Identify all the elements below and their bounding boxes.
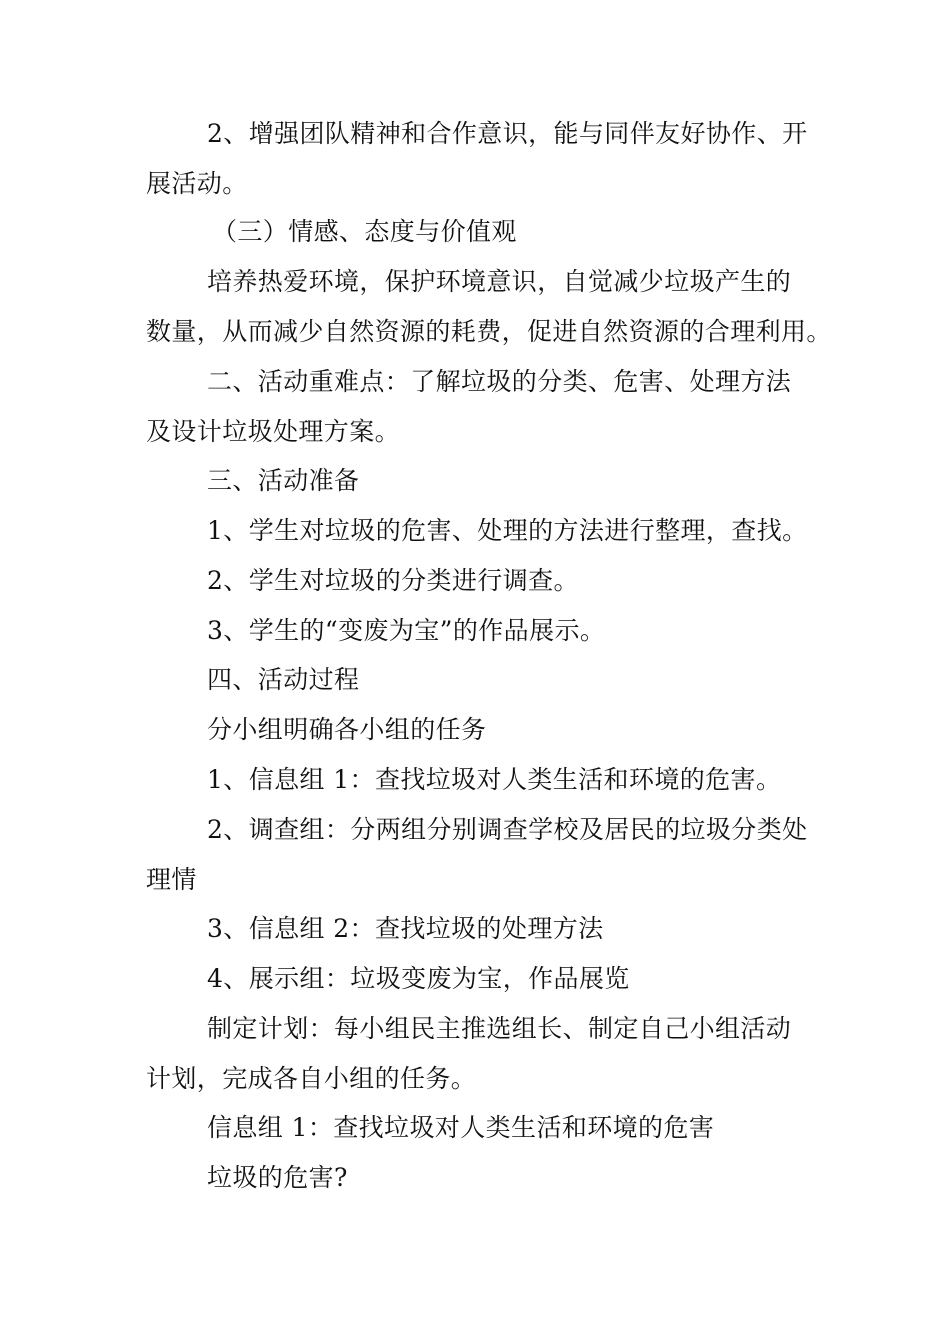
list-item: 1、学生对垃圾的危害、处理的方法进行整理，查找。 <box>207 516 808 545</box>
section-heading: （三）情感、态度与价值观 <box>212 217 517 246</box>
list-item: 4、展示组：垃圾变废为宝，作品展览 <box>207 964 630 993</box>
paragraph-line: 理情 <box>146 865 197 894</box>
paragraph-line: 培养热爱环境，保护环境意识，自觉减少垃圾产生的 <box>207 267 792 296</box>
section-heading: 四、活动过程 <box>207 665 360 694</box>
paragraph-line: 分小组明确各小组的任务 <box>207 715 487 744</box>
paragraph-line: 制定计划：每小组民主推选组长、制定自己小组活动 <box>207 1014 792 1043</box>
list-item: 3、信息组 2：查找垃圾的处理方法 <box>207 914 604 943</box>
list-item: 2、学生对垃圾的分类进行调查。 <box>207 566 579 595</box>
paragraph-line: 展活动。 <box>146 169 248 198</box>
paragraph-line: 2、增强团队精神和合作意识，能与同伴友好协作、开 <box>207 119 808 148</box>
list-item: 3、学生的“变废为宝”的作品展示。 <box>207 616 606 645</box>
list-item: 2、调查组：分两组分别调查学校及居民的垃圾分类处 <box>207 815 808 844</box>
paragraph-line: 计划，完成各自小组的任务。 <box>146 1064 477 1093</box>
paragraph-line: 信息组 1：查找垃圾对人类生活和环境的危害 <box>207 1113 715 1142</box>
paragraph-line: 数量，从而减少自然资源的耗费，促进自然资源的合理利用。 <box>146 317 832 346</box>
section-heading: 二、活动重难点：了解垃圾的分类、危害、处理方法 <box>207 367 792 396</box>
paragraph-line: 垃圾的危害? <box>207 1163 348 1192</box>
section-heading: 三、活动准备 <box>207 466 360 495</box>
paragraph-line: 及设计垃圾处理方案。 <box>146 417 401 446</box>
list-item: 1、信息组 1：查找垃圾对人类生活和环境的危害。 <box>207 765 782 794</box>
